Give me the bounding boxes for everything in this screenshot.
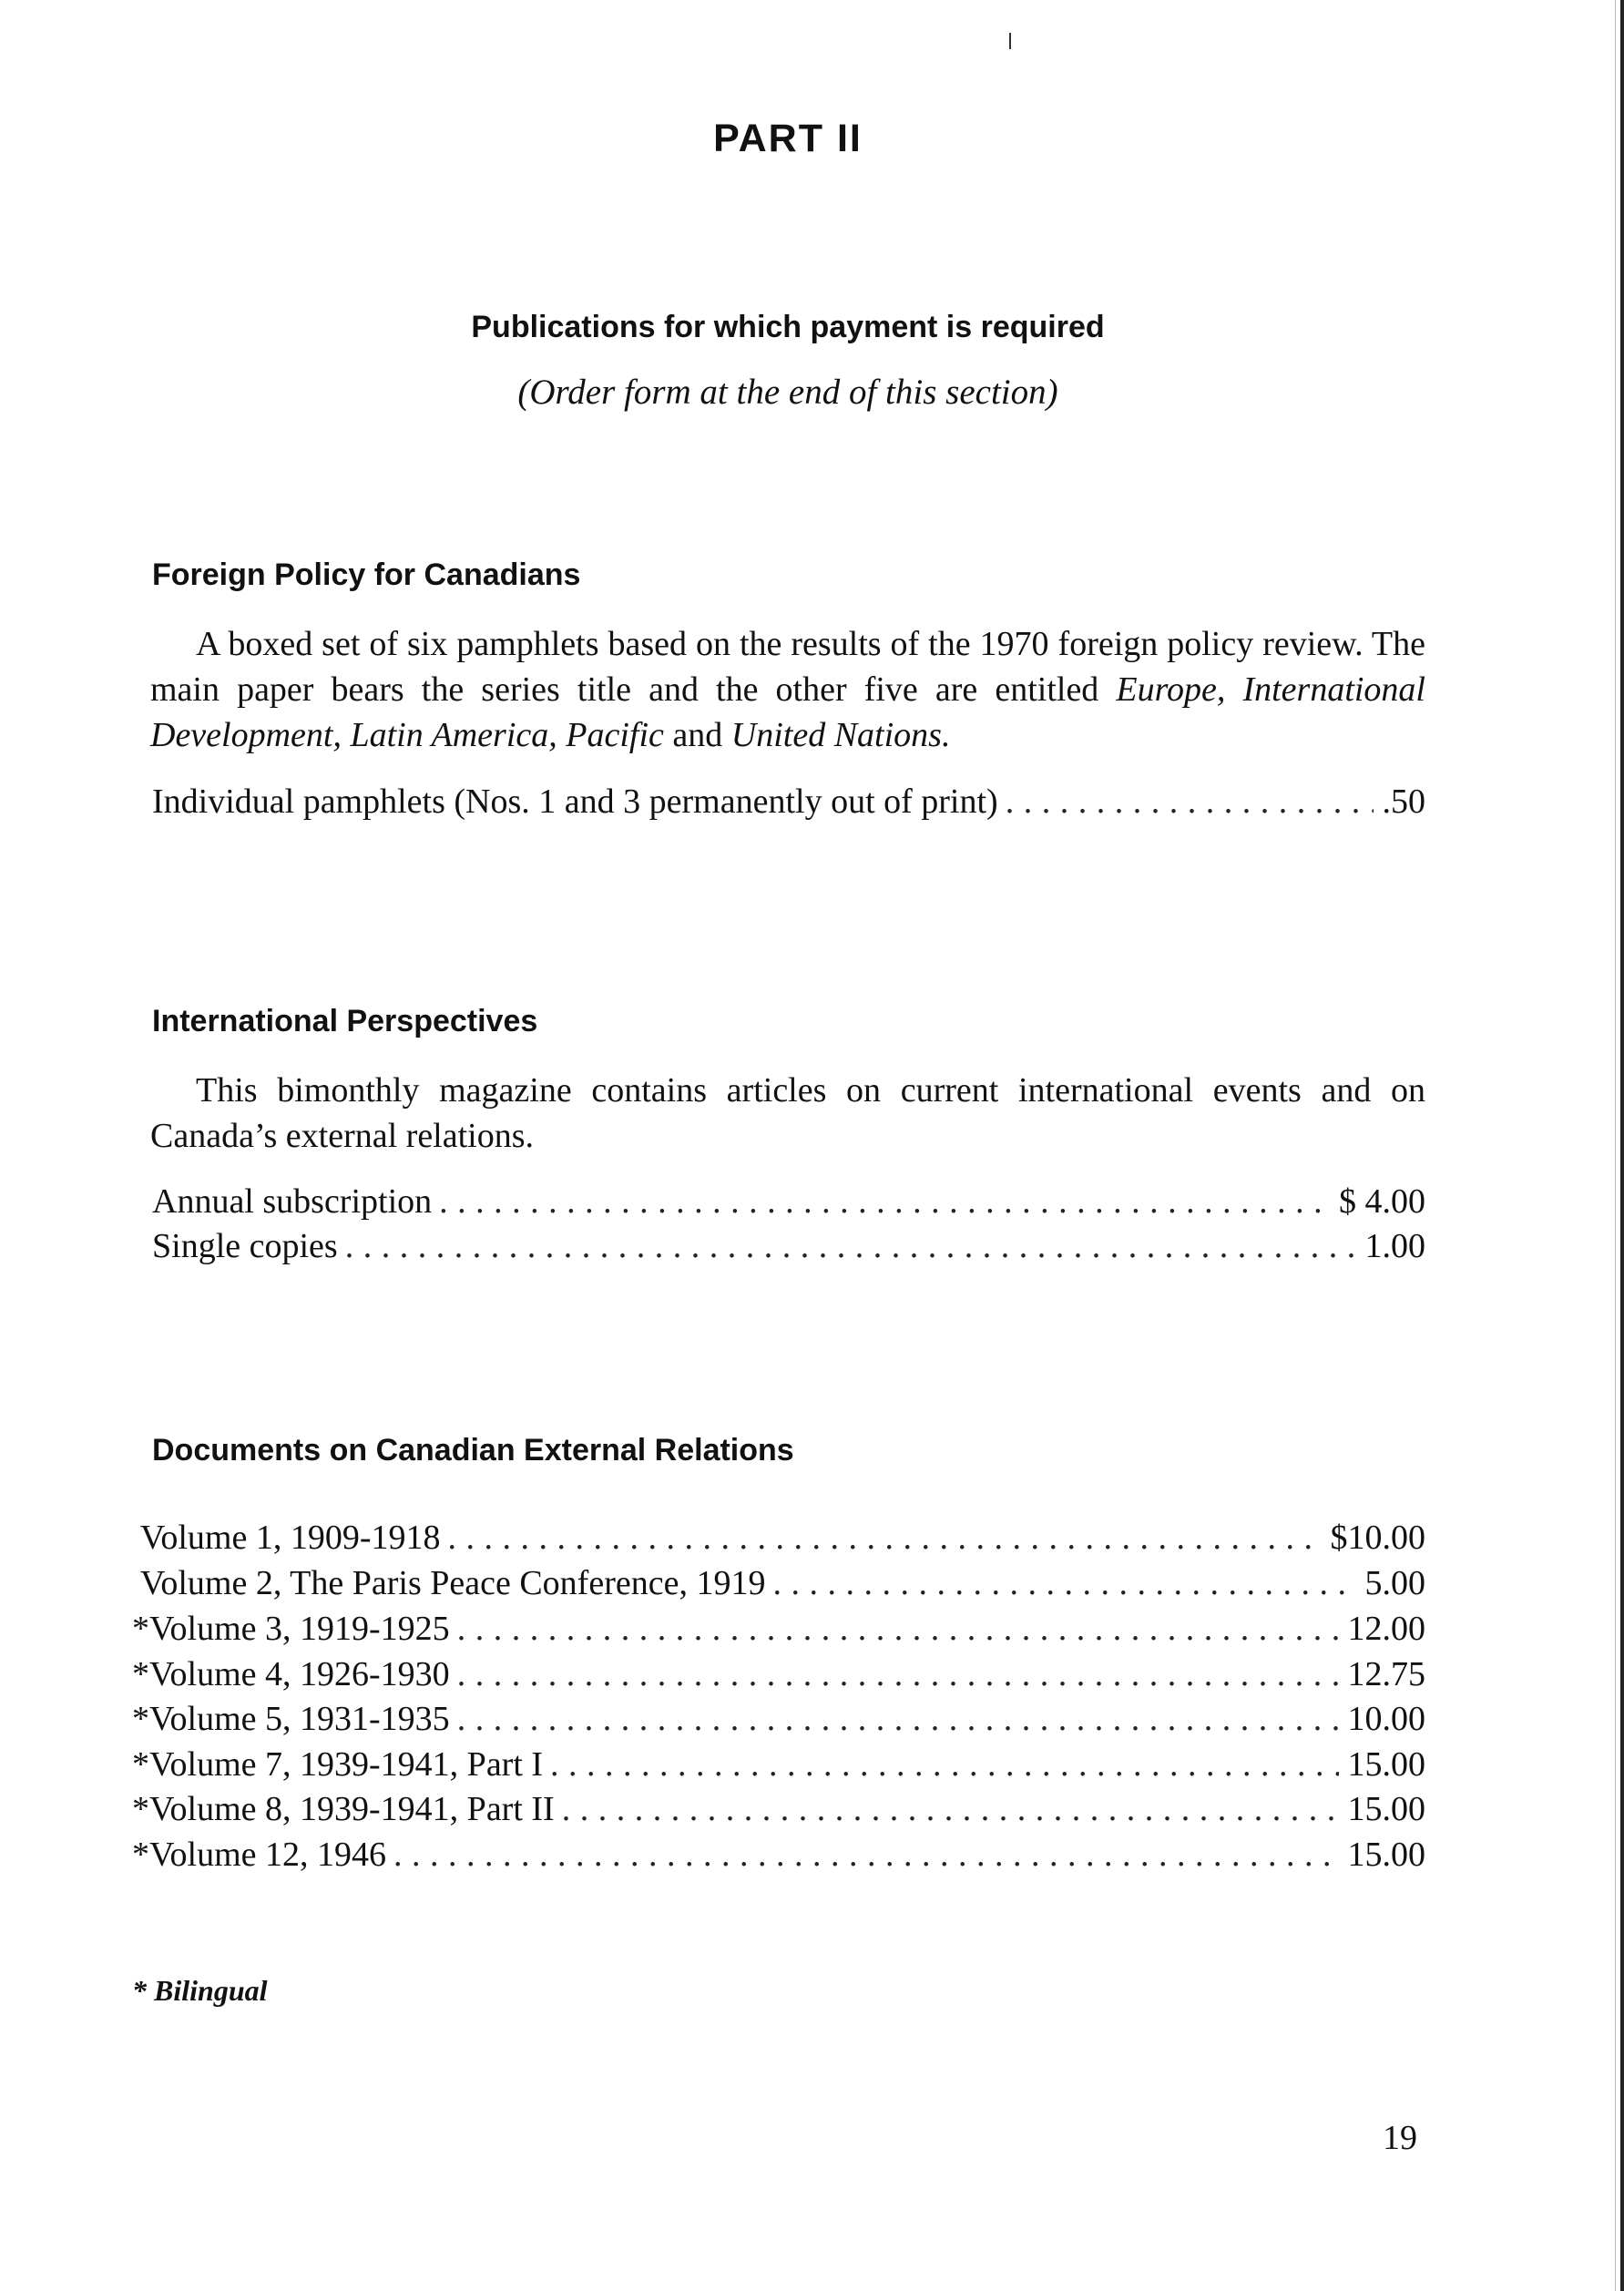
page-edge-shadow	[1615, 0, 1616, 2291]
dot-leader	[448, 1518, 1322, 1558]
page-edge	[1620, 0, 1624, 2291]
item-label: *Volume 8, 1939-1941, Part II	[132, 1790, 555, 1828]
section-heading-international-perspectives: International Perspectives	[152, 1004, 538, 1038]
item-label: *Volume 3, 1919-1925	[132, 1610, 450, 1648]
dot-leader	[550, 1744, 1338, 1785]
price-row-individual-pamphlets	[152, 782, 1425, 827]
price-row-annual-subscription	[152, 1181, 1425, 1227]
dot-leader	[562, 1789, 1339, 1829]
description-lead: A boxed set of six pamphlets based on the results of the 1970 foreign policy review. The main paper bears the series title and the other five are entitled	[150, 625, 1425, 709]
scan-mark	[1009, 33, 1011, 49]
title-latin-america: Latin America,	[350, 716, 557, 754]
price-row-volume-1	[132, 1518, 1425, 1563]
item-label: Volume 2, The Paris Peace Conference, 1919	[132, 1564, 766, 1602]
item-price: $10.00	[1330, 1519, 1425, 1557]
title-europe: Europe,	[1116, 670, 1226, 709]
item-label: Annual subscription	[152, 1182, 433, 1221]
title-joiner: and	[672, 716, 723, 754]
international-perspectives-description	[150, 1068, 1425, 1159]
item-label: *Volume 5, 1931-1935	[132, 1700, 450, 1738]
item-price: 12.75	[1347, 1655, 1425, 1693]
dot-leader	[457, 1699, 1339, 1739]
item-label: *Volume 7, 1939-1941, Part I	[132, 1745, 544, 1784]
item-price: 10.00	[1347, 1700, 1425, 1738]
dot-leader	[1006, 782, 1374, 822]
price-row-volume-4	[132, 1654, 1425, 1700]
item-price: 5.00	[1364, 1564, 1425, 1602]
dot-leader	[439, 1181, 1330, 1222]
price-row-volume-7	[132, 1744, 1425, 1790]
dot-leader	[772, 1563, 1355, 1603]
item-price: 15.00	[1347, 1745, 1425, 1784]
order-note: (Order form at the end of this section)	[517, 373, 1058, 412]
title-international-development: International Development,	[150, 670, 1425, 754]
foreign-policy-description	[150, 621, 1425, 758]
title-pacific: Pacific	[566, 716, 664, 754]
footnote-bilingual: * Bilingual	[132, 1974, 268, 2007]
section-heading-foreign-policy: Foreign Policy for Canadians	[152, 557, 581, 592]
item-price: 15.00	[1347, 1836, 1425, 1874]
item-label: *Volume 12, 1946	[132, 1836, 387, 1874]
item-price: 15.00	[1347, 1790, 1425, 1828]
price-row-volume-5	[132, 1699, 1425, 1744]
item-label: Volume 1, 1909-1918	[132, 1519, 441, 1557]
dot-leader	[457, 1609, 1339, 1649]
item-price: $ 4.00	[1339, 1182, 1425, 1221]
item-label: Single copies	[152, 1227, 338, 1265]
price-row-volume-8	[132, 1789, 1425, 1835]
dot-leader	[345, 1226, 1356, 1266]
item-price: 1.00	[1364, 1227, 1425, 1265]
item-label: *Volume 4, 1926-1930	[132, 1655, 450, 1693]
dot-leader	[393, 1835, 1338, 1875]
price-row-volume-3	[132, 1609, 1425, 1654]
page-number: 19	[1383, 2119, 1417, 2157]
price-row-volume-12	[132, 1835, 1425, 1880]
publications-title: Publications for which payment is required	[471, 310, 1105, 344]
description-text: This bimonthly magazine contains articles on current international events and on Canada’s external relations.	[150, 1071, 1425, 1155]
item-price: 12.00	[1347, 1610, 1425, 1648]
item-label: Individual pamphlets (Nos. 1 and 3 permanently out of print)	[152, 782, 998, 821]
dot-leader	[457, 1654, 1339, 1694]
item-price: .50	[1382, 782, 1425, 821]
part-title: PART II	[713, 117, 863, 160]
price-row-single-copies	[152, 1226, 1425, 1272]
section-heading-documents: Documents on Canadian External Relations	[152, 1433, 794, 1468]
price-row-volume-2	[132, 1563, 1425, 1609]
title-united-nations: United Nations.	[730, 716, 951, 754]
